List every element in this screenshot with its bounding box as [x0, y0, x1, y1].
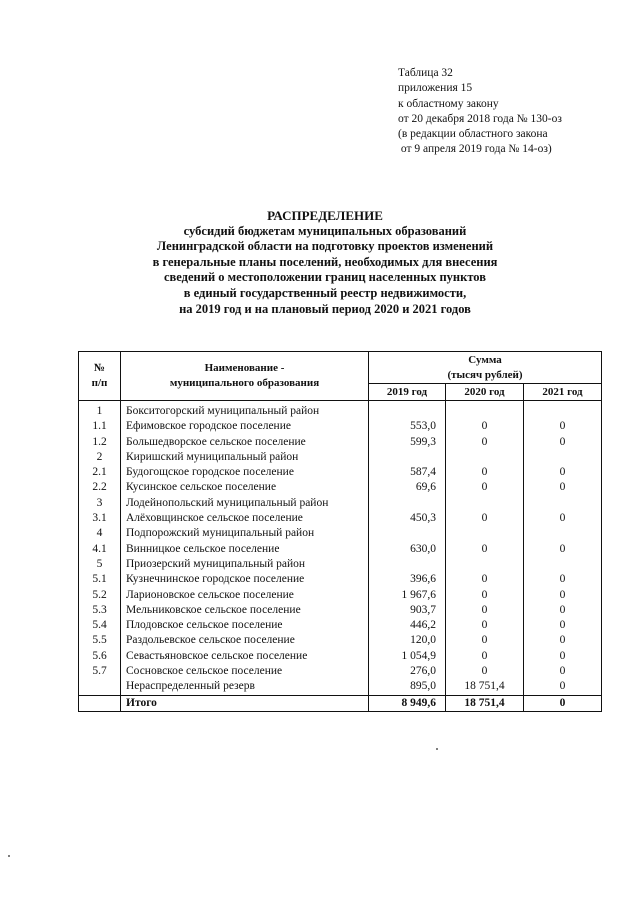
appendix-line: Таблица 32 [398, 67, 453, 79]
row-2020 [446, 401, 524, 420]
row-2019: 69,6 [369, 480, 446, 495]
row-2021: 0 [524, 588, 602, 603]
row-2019: 1 967,6 [369, 588, 446, 603]
table-row [79, 480, 602, 495]
row-name: Нераспределенный резерв [121, 679, 369, 695]
table-row [79, 649, 602, 664]
row-2021: 0 [524, 572, 602, 587]
row-number: 5.1 [79, 572, 121, 587]
row-2021: 0 [524, 435, 602, 450]
row-2020: 0 [446, 633, 524, 648]
row-2019 [369, 557, 446, 572]
row-name: Ларионовское сельское поселение [121, 588, 369, 603]
total-2019: 8 949,6 [369, 695, 446, 711]
row-2021: 0 [524, 603, 602, 618]
row-2019: 630,0 [369, 542, 446, 557]
row-name: Кузнечнинское городское поселение [121, 572, 369, 587]
table-row [79, 496, 602, 511]
table-row [79, 618, 602, 633]
row-2021 [524, 557, 602, 572]
row-name: Раздольевское сельское поселение [121, 633, 369, 648]
row-name: Кусинское сельское поселение [121, 480, 369, 495]
row-2021: 0 [524, 511, 602, 526]
row-2019: 446,2 [369, 618, 446, 633]
row-number: 4.1 [79, 542, 121, 557]
header-name-line2: муниципального образования [169, 377, 320, 389]
row-2019: 276,0 [369, 664, 446, 679]
row-number: 5.5 [79, 633, 121, 648]
row-number: 4 [79, 526, 121, 541]
row-name: Винницкое сельское поселение [121, 542, 369, 557]
table-row [79, 435, 602, 450]
row-2021: 0 [524, 465, 602, 480]
appendix-line: к областному закону [398, 97, 499, 110]
header-2019: 2019 год [369, 384, 446, 401]
row-2020 [446, 526, 524, 541]
row-2021 [524, 450, 602, 465]
row-name: Лодейнопольский муниципальный район [121, 496, 369, 511]
row-number: 1.2 [79, 435, 121, 450]
title-line: в единый государственный реестр недвижимости, [183, 285, 467, 300]
table-row [79, 419, 602, 434]
table-row [79, 633, 602, 648]
appendix-line: приложения 15 [398, 82, 473, 95]
row-2020: 0 [446, 603, 524, 618]
title-line: субсидий бюджетам муниципальных образований [183, 223, 467, 238]
table-row [79, 401, 602, 420]
total-row [79, 695, 602, 711]
subsidy-table [78, 351, 602, 712]
row-number: 5.4 [79, 618, 121, 633]
row-2019: 895,0 [369, 679, 446, 695]
title-heading: РАСПРЕДЕЛЕНИЕ [267, 208, 383, 223]
row-2019: 599,3 [369, 435, 446, 450]
header-2020: 2020 год [446, 384, 524, 401]
row-2020: 18 751,4 [446, 679, 524, 695]
header-name-line1: Наименование - [204, 362, 285, 374]
row-2020: 0 [446, 435, 524, 450]
table-row [79, 465, 602, 480]
title-line: в генеральные планы поселений, необходимых для внесения [152, 254, 498, 269]
table-row [79, 679, 602, 695]
row-name: Мельниковское сельское поселение [121, 603, 369, 618]
title-line: на 2019 год и на плановый период 2020 и 2021 годов [179, 301, 471, 316]
row-2020: 0 [446, 649, 524, 664]
total-2020: 18 751,4 [446, 695, 524, 711]
row-name: Будогощское городское поселение [121, 465, 369, 480]
title-line: сведений о местоположении границ населенных пунктов [164, 270, 486, 285]
table-row [79, 511, 602, 526]
row-2019: 903,7 [369, 603, 446, 618]
header-number [79, 352, 121, 401]
row-2019 [369, 401, 446, 420]
table-row [79, 450, 602, 465]
row-number: 2.2 [79, 480, 121, 495]
row-number: 3.1 [79, 511, 121, 526]
row-name: Ефимовское городское поселение [121, 419, 369, 434]
header-number-line1: № [93, 362, 106, 374]
row-number: 5.2 [79, 588, 121, 603]
total-label: Итого [121, 695, 369, 711]
row-name: Сосновское сельское поселение [121, 664, 369, 679]
appendix-reference [398, 66, 562, 158]
header-sum-line2: (тысяч рублей) [447, 368, 523, 381]
row-2021: 0 [524, 664, 602, 679]
row-2020: 0 [446, 511, 524, 526]
row-number: 5.6 [79, 649, 121, 664]
row-number: 5.7 [79, 664, 121, 679]
row-2020: 0 [446, 588, 524, 603]
row-2021: 0 [524, 649, 602, 664]
row-number: 3 [79, 496, 121, 511]
row-number: 1 [79, 401, 121, 420]
row-2019: 587,4 [369, 465, 446, 480]
header-2021: 2021 год [524, 384, 602, 401]
total-number [79, 695, 121, 711]
row-number [79, 679, 121, 695]
row-name: Плодовское сельское поселение [121, 618, 369, 633]
row-2021 [524, 401, 602, 420]
row-number: 1.1 [79, 419, 121, 434]
row-2020: 0 [446, 618, 524, 633]
header-name [121, 352, 369, 401]
table-row [79, 542, 602, 557]
row-2020: 0 [446, 419, 524, 434]
table-row [79, 526, 602, 541]
scan-speck [436, 748, 438, 750]
row-2019: 553,0 [369, 419, 446, 434]
row-2020: 0 [446, 572, 524, 587]
row-2019 [369, 496, 446, 511]
table-row [79, 588, 602, 603]
row-name: Большедворское сельское поселение [121, 435, 369, 450]
appendix-line: (в редакции областного закона [398, 128, 548, 141]
row-2021: 0 [524, 480, 602, 495]
row-2020 [446, 496, 524, 511]
scan-speck [8, 855, 10, 857]
row-number: 2.1 [79, 465, 121, 480]
header-number-line2: п/п [91, 377, 108, 389]
row-name: Киришский муниципальный район [121, 450, 369, 465]
row-2020: 0 [446, 480, 524, 495]
title-line: Ленинградской области на подготовку проектов изменений [156, 239, 494, 254]
total-2021: 0 [524, 695, 602, 711]
row-2020 [446, 450, 524, 465]
table-row [79, 664, 602, 679]
row-2021: 0 [524, 618, 602, 633]
appendix-line: от 9 апреля 2019 года № 14-оз) [398, 143, 552, 156]
row-2021: 0 [524, 542, 602, 557]
row-2021: 0 [524, 679, 602, 695]
appendix-line: от 20 декабря 2018 года № 130-оз [398, 112, 562, 125]
row-number: 5 [79, 557, 121, 572]
row-2019: 450,3 [369, 511, 446, 526]
row-name: Бокситогорский муниципальный район [121, 401, 369, 420]
row-2020: 0 [446, 465, 524, 480]
table-row [79, 603, 602, 618]
row-2019 [369, 450, 446, 465]
table-row [79, 557, 602, 572]
row-2021: 0 [524, 633, 602, 648]
table-body [79, 401, 602, 696]
row-2021 [524, 526, 602, 541]
row-number: 2 [79, 450, 121, 465]
row-name: Севастьяновское сельское поселение [121, 649, 369, 664]
row-2019: 1 054,9 [369, 649, 446, 664]
row-2019 [369, 526, 446, 541]
row-2020: 0 [446, 542, 524, 557]
row-number: 5.3 [79, 603, 121, 618]
header-sum [369, 352, 602, 384]
row-2021 [524, 496, 602, 511]
row-name: Подпорожский муниципальный район [121, 526, 369, 541]
header-sum-line1: Сумма [468, 353, 502, 366]
row-name: Алёховщинское сельское поселение [121, 511, 369, 526]
row-2020: 0 [446, 664, 524, 679]
row-2019: 396,6 [369, 572, 446, 587]
row-2020 [446, 557, 524, 572]
document-title [90, 208, 560, 317]
row-2019: 120,0 [369, 633, 446, 648]
row-2021: 0 [524, 419, 602, 434]
table-row [79, 572, 602, 587]
row-name: Приозерский муниципальный район [121, 557, 369, 572]
